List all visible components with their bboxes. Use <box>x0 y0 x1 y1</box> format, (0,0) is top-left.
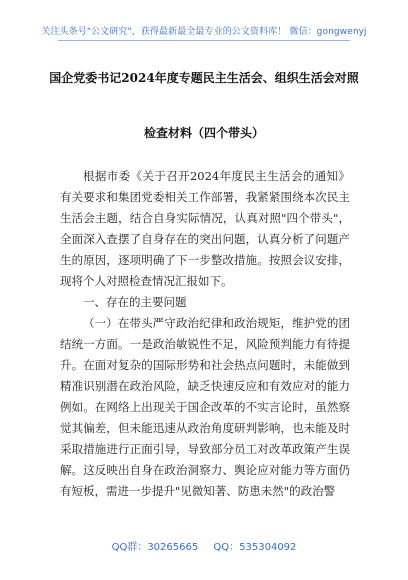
section-paragraph: （一）在带头严守政治纪律和政治规矩，维护党的团结统一方面。一是政治敏锐性不足，风险预判能力有待提升。在面对复杂的国际形势和社会热点问题时，未能做到精准识别潜在政治风险，缺乏快速反应和有效应对的能力例如。在网络上出现关于国企改革的不实言论时，虽然察觉其偏差，但未能迅速从政治角度研判影响，也未能及时采取措施进行正面引导，导致部分员工对改革政策产生误解。这反映出自身在政治洞察力、舆论应对能力等方面仍有短板，需进一步提升"见微知著、防患未然"的政治警 <box>60 316 350 498</box>
footer-qq-group: QQ群：30265665 <box>111 542 199 553</box>
document-title-line1: 国企党委书记2024年度专题民主生活会、组织生活会对照 <box>49 71 359 85</box>
document-body <box>60 166 350 502</box>
footer-contact <box>0 538 408 553</box>
header-divider <box>58 40 350 41</box>
document-title-line2: 检查材料（四个带头） <box>143 126 264 140</box>
header-banner: 关注头条号"公文研究"，获得最新最全最专业的公文资料库！ 微信：gongwenyj <box>41 27 367 37</box>
footer-qq: QQ：535304092 <box>213 542 297 553</box>
intro-paragraph: 根据市委《关于召开2024年度民主生活会的通知》有关要求和集团党委相关工作部署，我紧紧围绕本次民主生活会主题，结合自身实际情况，认真对照"四个带头"，全面深入查摆了自身存在的突出问题，认真分析了问题产生的原因，逐项明确了下一步整改措施。按照会议安排，现将个人对照检查情况汇报如下。 <box>60 169 350 288</box>
section-heading: 一、存在的主要问题 <box>83 295 187 309</box>
